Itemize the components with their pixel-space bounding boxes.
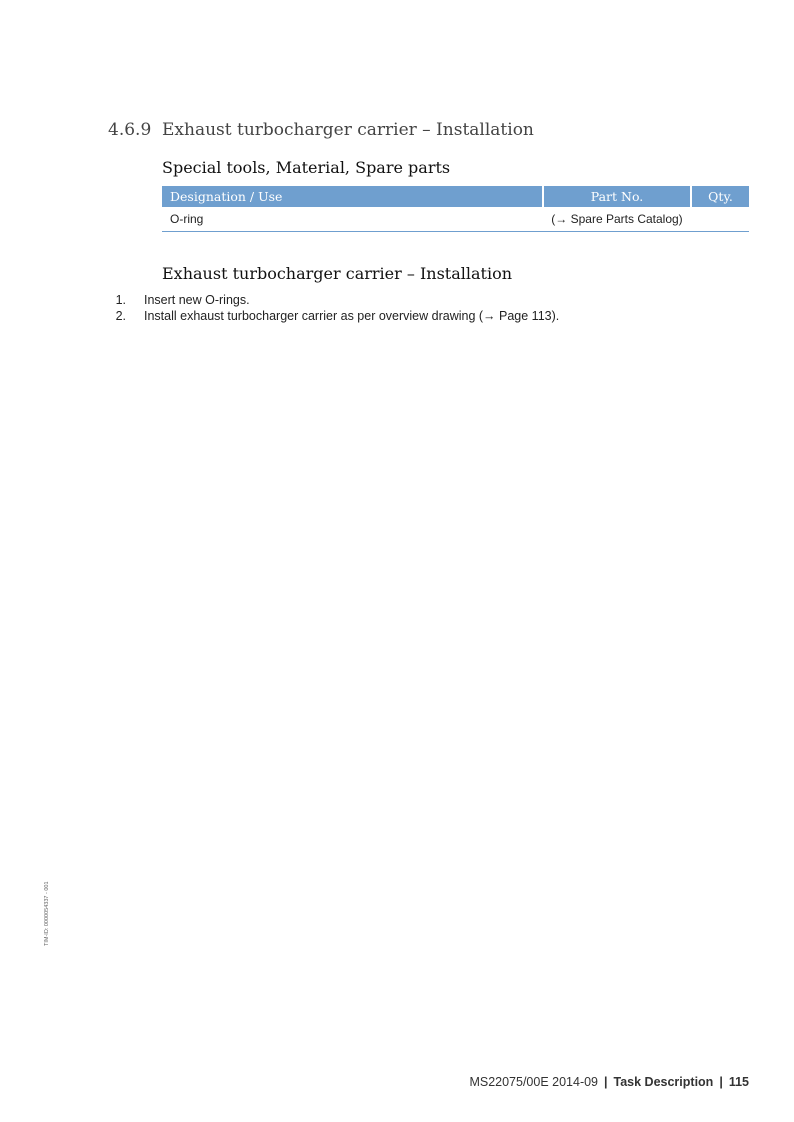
step-number: 1. [115, 293, 126, 307]
step-text: Install exhaust turbocharger carrier as per overview drawing (→ Page 113). [144, 309, 560, 323]
list-item [108, 292, 559, 308]
tools-heading: Special tools, Material, Spare parts [162, 158, 451, 177]
footer-doc-id: MS22075/00E 2014-09 [469, 1075, 599, 1089]
footer-separator: | [604, 1075, 608, 1089]
footer-page-number: 115 [728, 1075, 749, 1089]
table-row [162, 207, 749, 232]
parts-table [162, 186, 749, 232]
procedure-heading: Exhaust turbocharger carrier – Installation [162, 264, 512, 283]
step-number: 2. [115, 309, 126, 323]
section-number: 4.6.9 [108, 120, 152, 140]
table-header-row [162, 186, 749, 207]
tim-id-label: TIM-ID: 0000054337 - 001 [44, 881, 50, 946]
cell-qty [691, 207, 749, 232]
section-title: Exhaust turbocharger carrier – Installation [162, 120, 534, 140]
footer-separator: | [719, 1075, 723, 1089]
column-header-part-no: Part No. [543, 186, 691, 207]
procedure-steps [108, 292, 559, 324]
cell-designation: O-ring [162, 207, 543, 232]
column-header-designation: Designation / Use [162, 186, 543, 207]
list-item [108, 308, 559, 324]
footer-chapter: Task Description [613, 1075, 714, 1089]
column-header-qty: Qty. [691, 186, 749, 207]
section-heading [108, 120, 534, 140]
page-footer [469, 1075, 749, 1089]
cell-part-no: (→ Spare Parts Catalog) [543, 207, 691, 232]
step-text: Insert new O-rings. [144, 293, 250, 307]
